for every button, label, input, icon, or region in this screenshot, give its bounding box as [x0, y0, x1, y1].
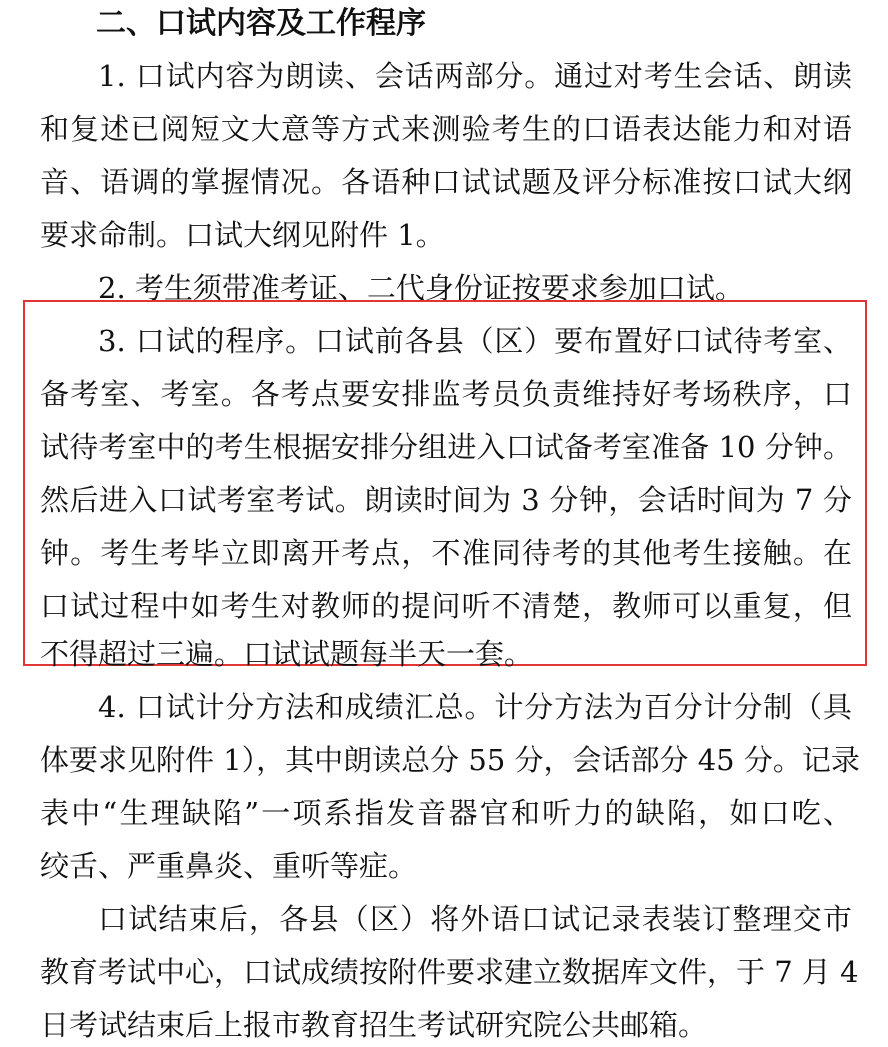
- paragraph-5-line-2: 教育考试中心，口试成绩按附件要求建立数据库文件，于 7 月 4: [40, 955, 859, 989]
- paragraph-1-line-3: 音、语调的掌握情况。各语种口试试题及评分标准按口试大纲: [40, 165, 852, 199]
- paragraph-3-line-7: 不得超过三遍。口试试题每半天一套。: [40, 637, 534, 671]
- paragraph-3-line-2: 备考室、考室。各考点要安排监考员负责维持好考场秩序，口: [40, 377, 852, 411]
- paragraph-3-line-6: 口试过程中如考生对教师的提问听不清楚，教师可以重复，但: [40, 589, 852, 623]
- paragraph-5-line-1: 口试结束后，各县（区）将外语口试记录表装订整理交市: [98, 902, 852, 936]
- paragraph-4-line-4: 绞舌、严重鼻炎、重听等症。: [40, 849, 418, 883]
- section-heading: 二、口试内容及工作程序: [96, 6, 426, 41]
- paragraph-2-line-1: 2. 考生须带准考证、二代身份证按要求参加口试。: [98, 271, 744, 305]
- paragraph-4-line-1: 4. 口试计分方法和成绩汇总。计分方法为百分计分制（具: [98, 690, 852, 724]
- paragraph-1-line-2: 和复述已阅短文大意等方式来测验考生的口语表达能力和对语: [40, 112, 852, 146]
- paragraph-1-line-1: 1. 口试内容为朗读、会话两部分。通过对考生会话、朗读: [98, 59, 852, 93]
- paragraph-4-line-2: 体要求见附件 1），其中朗读总分 55 分，会话部分 45 分。记录: [40, 743, 860, 777]
- paragraph-4-line-3: 表中“生理缺陷”一项系指发音器官和听力的缺陷，如口吃、: [40, 796, 852, 830]
- paragraph-3-line-5: 钟。考生考毕立即离开考点，不准同待考的其他考生接触。在: [40, 536, 852, 570]
- paragraph-5-line-3: 日考试结束后上报市教育招生考试研究院公共邮箱。: [40, 1008, 708, 1042]
- paragraph-3-line-1: 3. 口试的程序。口试前各县（区）要布置好口试待考室、: [98, 324, 852, 358]
- paragraph-3-line-4: 然后进入口试考室考试。朗读时间为 3 分钟，会话时间为 7 分: [40, 483, 852, 517]
- paragraph-1-line-4: 要求命制。口试大纲见附件 1。: [40, 218, 445, 252]
- paragraph-3-line-3: 试待考室中的考生根据安排分组进入口试备考室准备 10 分钟。: [40, 430, 852, 464]
